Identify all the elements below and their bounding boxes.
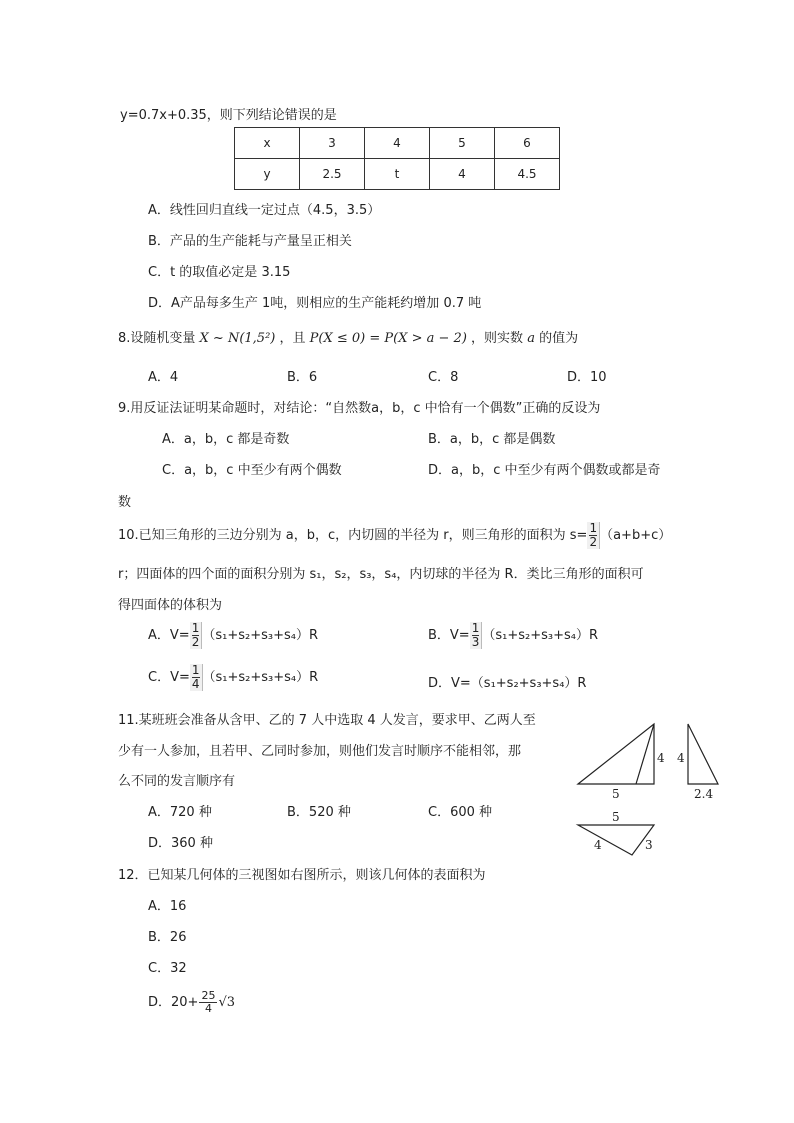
side-label-bottom: 2.4	[694, 787, 714, 801]
q11-option-d: D．360 种	[148, 836, 213, 851]
table-cell: 4.5	[495, 159, 560, 190]
q8-prefix: 8.设随机变量	[118, 331, 196, 346]
table-cell: t	[365, 159, 430, 190]
top-label-left: 4	[594, 838, 602, 852]
q8-formula-1: X ~ N(1,5²)	[199, 331, 276, 346]
q12-option-c: C．32	[148, 961, 187, 976]
q11-option-b: B．520 种	[287, 805, 351, 820]
q10-line-1b: （a+b+c）	[600, 528, 672, 543]
q11-line-3: 么不同的发言顺序有	[118, 774, 236, 789]
table-row-y	[235, 159, 560, 190]
q9-option-b: B．a，b，c 都是偶数	[428, 432, 556, 447]
q8-end: 的值为	[539, 331, 579, 346]
q8-option-c: C．8	[428, 370, 459, 385]
table-row-x	[235, 128, 560, 159]
q11-option-a: A．720 种	[148, 805, 212, 820]
fraction-b: $\frac{1}{3}$	[470, 622, 483, 649]
fraction-c: $\frac{1}{4}$	[190, 664, 203, 691]
q9-option-a: A．a，b，c 都是奇数	[162, 432, 290, 447]
q9-option-d: D．a，b，c 中至少有两个偶数或都是奇	[428, 463, 661, 478]
fraction-a: $\frac{1}{2}$	[190, 622, 203, 649]
top-label-right: 3	[645, 838, 653, 852]
front-label-bottom: 5	[612, 787, 620, 801]
q7-stem: y=0.7x+0.35，则下列结论错误的是	[120, 108, 337, 123]
table-cell: 2.5	[300, 159, 365, 190]
q10-option-a: A．V= $\frac{1}{2}$ （s₁+s₂+s₃+s₄）R	[148, 621, 318, 649]
table-cell: y	[235, 159, 300, 190]
table-cell: x	[235, 128, 300, 159]
top-label-top: 5	[612, 810, 620, 824]
q9-stem: 9.用反证法证明某命题时，对结论：“自然数a，b，c 中恰有一个偶数”正确的反设为	[118, 401, 601, 416]
q8-suffix: ，则实数	[471, 331, 524, 346]
table-cell: 3	[300, 128, 365, 159]
q10-line-1a: 10.已知三角形的三边分别为 a，b，c，内切圆的半径为 r，则三角形的面积为 s=	[118, 528, 588, 543]
q8-stem	[118, 327, 578, 346]
q10-option-d: D．V=（s₁+s₂+s₃+s₄）R	[428, 676, 587, 691]
q12-option-a: A．16	[148, 899, 187, 914]
q8-mid: ，且	[279, 331, 306, 346]
front-label-right: 4	[657, 751, 665, 765]
table-cell: 6	[495, 128, 560, 159]
fraction-d: $\frac{25}{4}$	[201, 989, 216, 1015]
q10-line-2: r；四面体的四个面的面积分别为 s₁，s₂，s₃，s₄，内切球的半径为 R．类比三角形的面积可	[118, 567, 644, 582]
side-label-left: 4	[677, 751, 685, 765]
q8-option-b: B．6	[287, 370, 318, 385]
q9-option-c: C．a，b，c 中至少有两个偶数	[162, 463, 342, 478]
table-cell: 5	[430, 128, 495, 159]
q10-option-b: B．V= $\frac{1}{3}$ （s₁+s₂+s₃+s₄）R	[428, 621, 599, 649]
q8-var: a	[527, 331, 535, 346]
front-view	[578, 724, 665, 801]
q7-option-b: B．产品的生产能耗与产量呈正相关	[148, 234, 352, 249]
fraction-half: $\frac{1}{2}$	[587, 522, 600, 549]
q12-option-b: B．26	[148, 930, 187, 945]
q10-line-1	[118, 522, 671, 549]
table-cell: 4	[365, 128, 430, 159]
q9-option-d-cont: 数	[118, 495, 132, 510]
q7-option-a: A．线性回归直线一定过点（4.5，3.5）	[148, 203, 381, 218]
q10-line-3: 得四面体的体积为	[118, 598, 223, 613]
q7-option-d: D．A产品每多生产 1吨，则相应的生产能耗约增加 0.7 吨	[148, 296, 482, 311]
top-view	[578, 810, 654, 855]
q11-line-1: 11.某班班会准备从含甲、乙的 7 人中选取 4 人发言，要求甲、乙两人至	[118, 713, 536, 728]
q12-stem: 12．已知某几何体的三视图如右图所示，则该几何体的表面积为	[118, 868, 486, 883]
three-view-figure	[570, 718, 760, 863]
q10-option-c: C．V= $\frac{1}{4}$ （s₁+s₂+s₃+s₄）R	[148, 663, 319, 691]
q12-option-d: D．20+ $\frac{25}{4}$ √3	[148, 989, 236, 1015]
q7-option-c: C．t 的取值必定是 3.15	[148, 265, 291, 280]
q11-option-c: C．600 种	[428, 805, 493, 820]
q8-option-d: D．10	[567, 370, 607, 385]
q8-formula-2: P(X ≤ 0) = P(X > a − 2)	[309, 331, 467, 346]
side-view	[677, 724, 718, 801]
q8-option-a: A．4	[148, 370, 179, 385]
table-cell: 4	[430, 159, 495, 190]
data-table	[234, 127, 560, 190]
q11-line-2: 少有一人参加，且若甲、乙同时参加，则他们发言时顺序不能相邻，那	[118, 744, 522, 759]
